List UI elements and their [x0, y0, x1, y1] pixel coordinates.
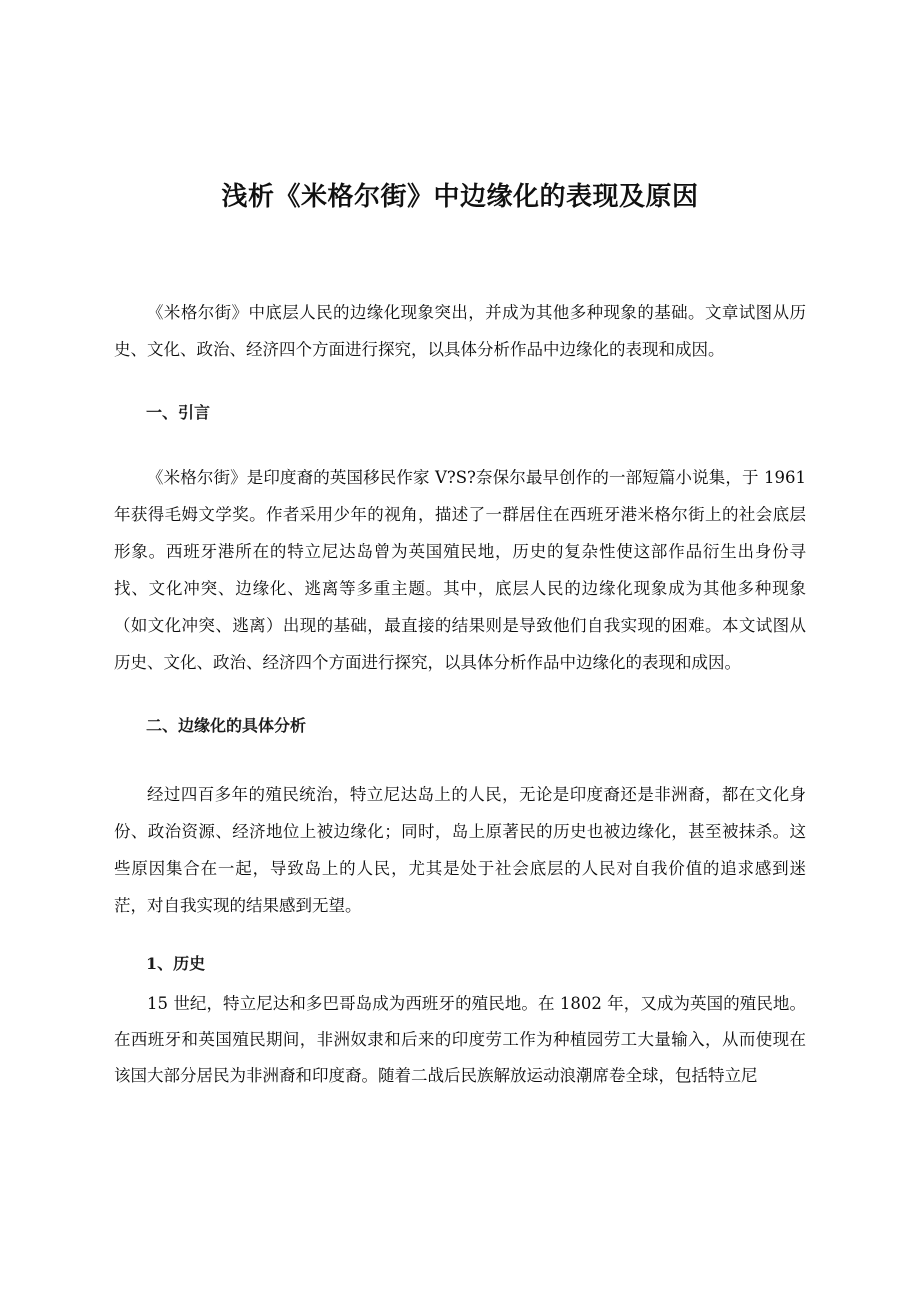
subsection-history-paragraph: 15 世纪，特立尼达和多巴哥岛成为西班牙的殖民地。在 1802 年，又成为英国的殖民地。在西班牙和英国殖民期间，非洲奴隶和后来的印度劳工作为种植园劳工大量输入，从而使现在该国大部分居民为非洲裔和印度裔。随着二战后民族解放运动浪潮席卷全球，包括特立尼: [114, 994, 806, 1085]
section-heading-analysis: 二、边缘化的具体分析: [146, 716, 307, 735]
abstract-paragraph: 《米格尔街》中底层人民的边缘化现象突出，并成为其他多种现象的基础。文章试图从历史、文化、政治、经济四个方面进行探究，以具体分析作品中边缘化的表现和成因。: [114, 303, 806, 359]
section-analysis-paragraph: 经过四百多年的殖民统治，特立尼达岛上的人民，无论是印度裔还是非洲裔，都在文化身份、政治资源、经济地位上被边缘化；同时，岛上原著民的历史也被边缘化，甚至被抹杀。这些原因集合在一起，导致岛上的人民，尤其是处于社会底层的人民对自我价值的追求感到迷茫，对自我实现的结果感到无望。: [114, 785, 806, 915]
subsection-heading-history: 1、历史: [146, 954, 206, 973]
page-content: [114, 0, 806, 1094]
section-introduction-paragraph: 《米格尔街》是印度裔的英国移民作家 V?S?奈保尔最早创作的一部短篇小说集，于 1961 年获得毛姆文学奖。作者采用少年的视角，描述了一群居住在西班牙港米格尔街上的社会底层形象。西班牙港所在的特立尼达岛曾为英国殖民地，历史的复杂性使这部作品衍生出身份寻找、文化冲突、边缘化、逃离等多重主题。其中，底层人民的边缘化现象成为其他多种现象（如文化冲突、逃离）出现的基础，最直接的结果则是导致他们自我实现的困难。本文试图从历史、文化、政治、经济四个方面进行探究，以具体分析作品中边缘化的表现和成因。: [114, 468, 806, 672]
section-heading-introduction: 一、引言: [146, 403, 211, 422]
page-title: 浅析《米格尔街》中边缘化的表现及原因: [221, 182, 699, 212]
